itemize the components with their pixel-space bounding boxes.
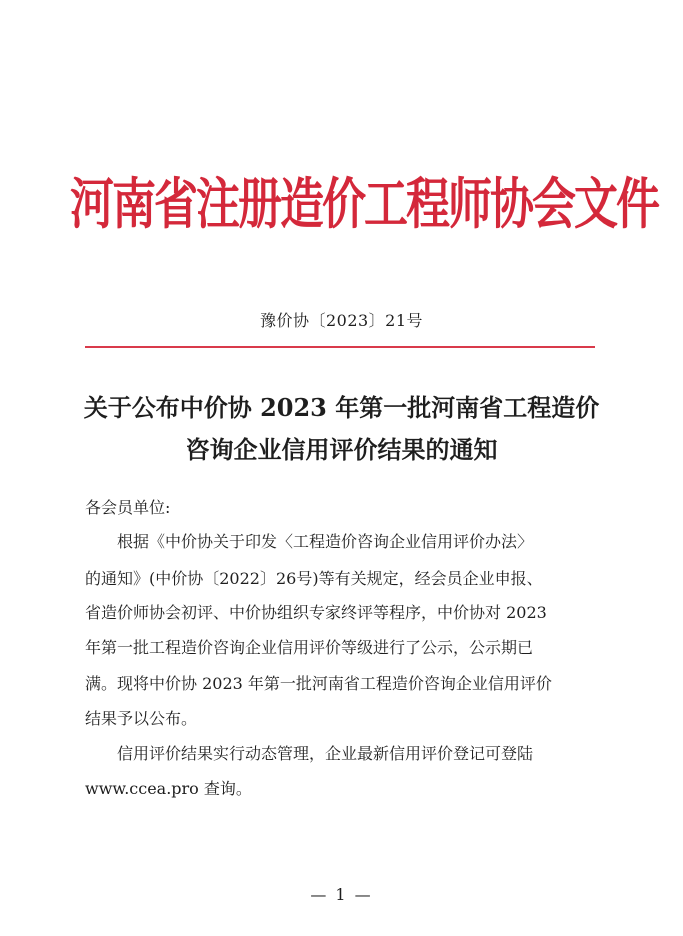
body-paragraph-1-line: 结果予以公布。 xyxy=(85,709,198,728)
body-paragraph-2-line: 信用评价结果实行动态管理，企业最新信用评价登记可登陆 xyxy=(117,744,534,763)
notice-title-line-2: 咨询企业信用评价结果的通知 xyxy=(185,435,498,464)
body-paragraph-1-line: 省造价师协会初评、中价协组织专家终评等程序，中价协对 2023 xyxy=(85,603,547,622)
page-number: — 1 — xyxy=(310,885,373,904)
body-paragraph-1-line: 年第一批工程造价咨询企业信用评价等级进行了公示，公示期已 xyxy=(85,638,534,657)
salutation: 各会员单位: xyxy=(85,498,171,517)
body-paragraph-1-line: 满。现将中价协 2023 年第一批河南省工程造价咨询企业信用评价 xyxy=(85,674,552,693)
body-paragraph-1-line: 的通知》(中价协〔2022〕26号)等有关规定，经会员企业申报、 xyxy=(85,569,543,588)
body-paragraph-1-line: 根据《中价协关于印发〈工程造价咨询企业信用评价办法〉 xyxy=(117,532,534,551)
masthead-title: 河南省注册造价工程师协会文件 xyxy=(70,173,658,237)
notice-title-line-1: 关于公布中价协 2023 年第一批河南省工程造价 xyxy=(83,393,600,422)
red-divider-line xyxy=(85,346,595,348)
document-number: 豫价协〔2023〕21号 xyxy=(259,311,424,330)
body-paragraph-2-line: www.ccea.pro 查询。 xyxy=(85,779,252,798)
